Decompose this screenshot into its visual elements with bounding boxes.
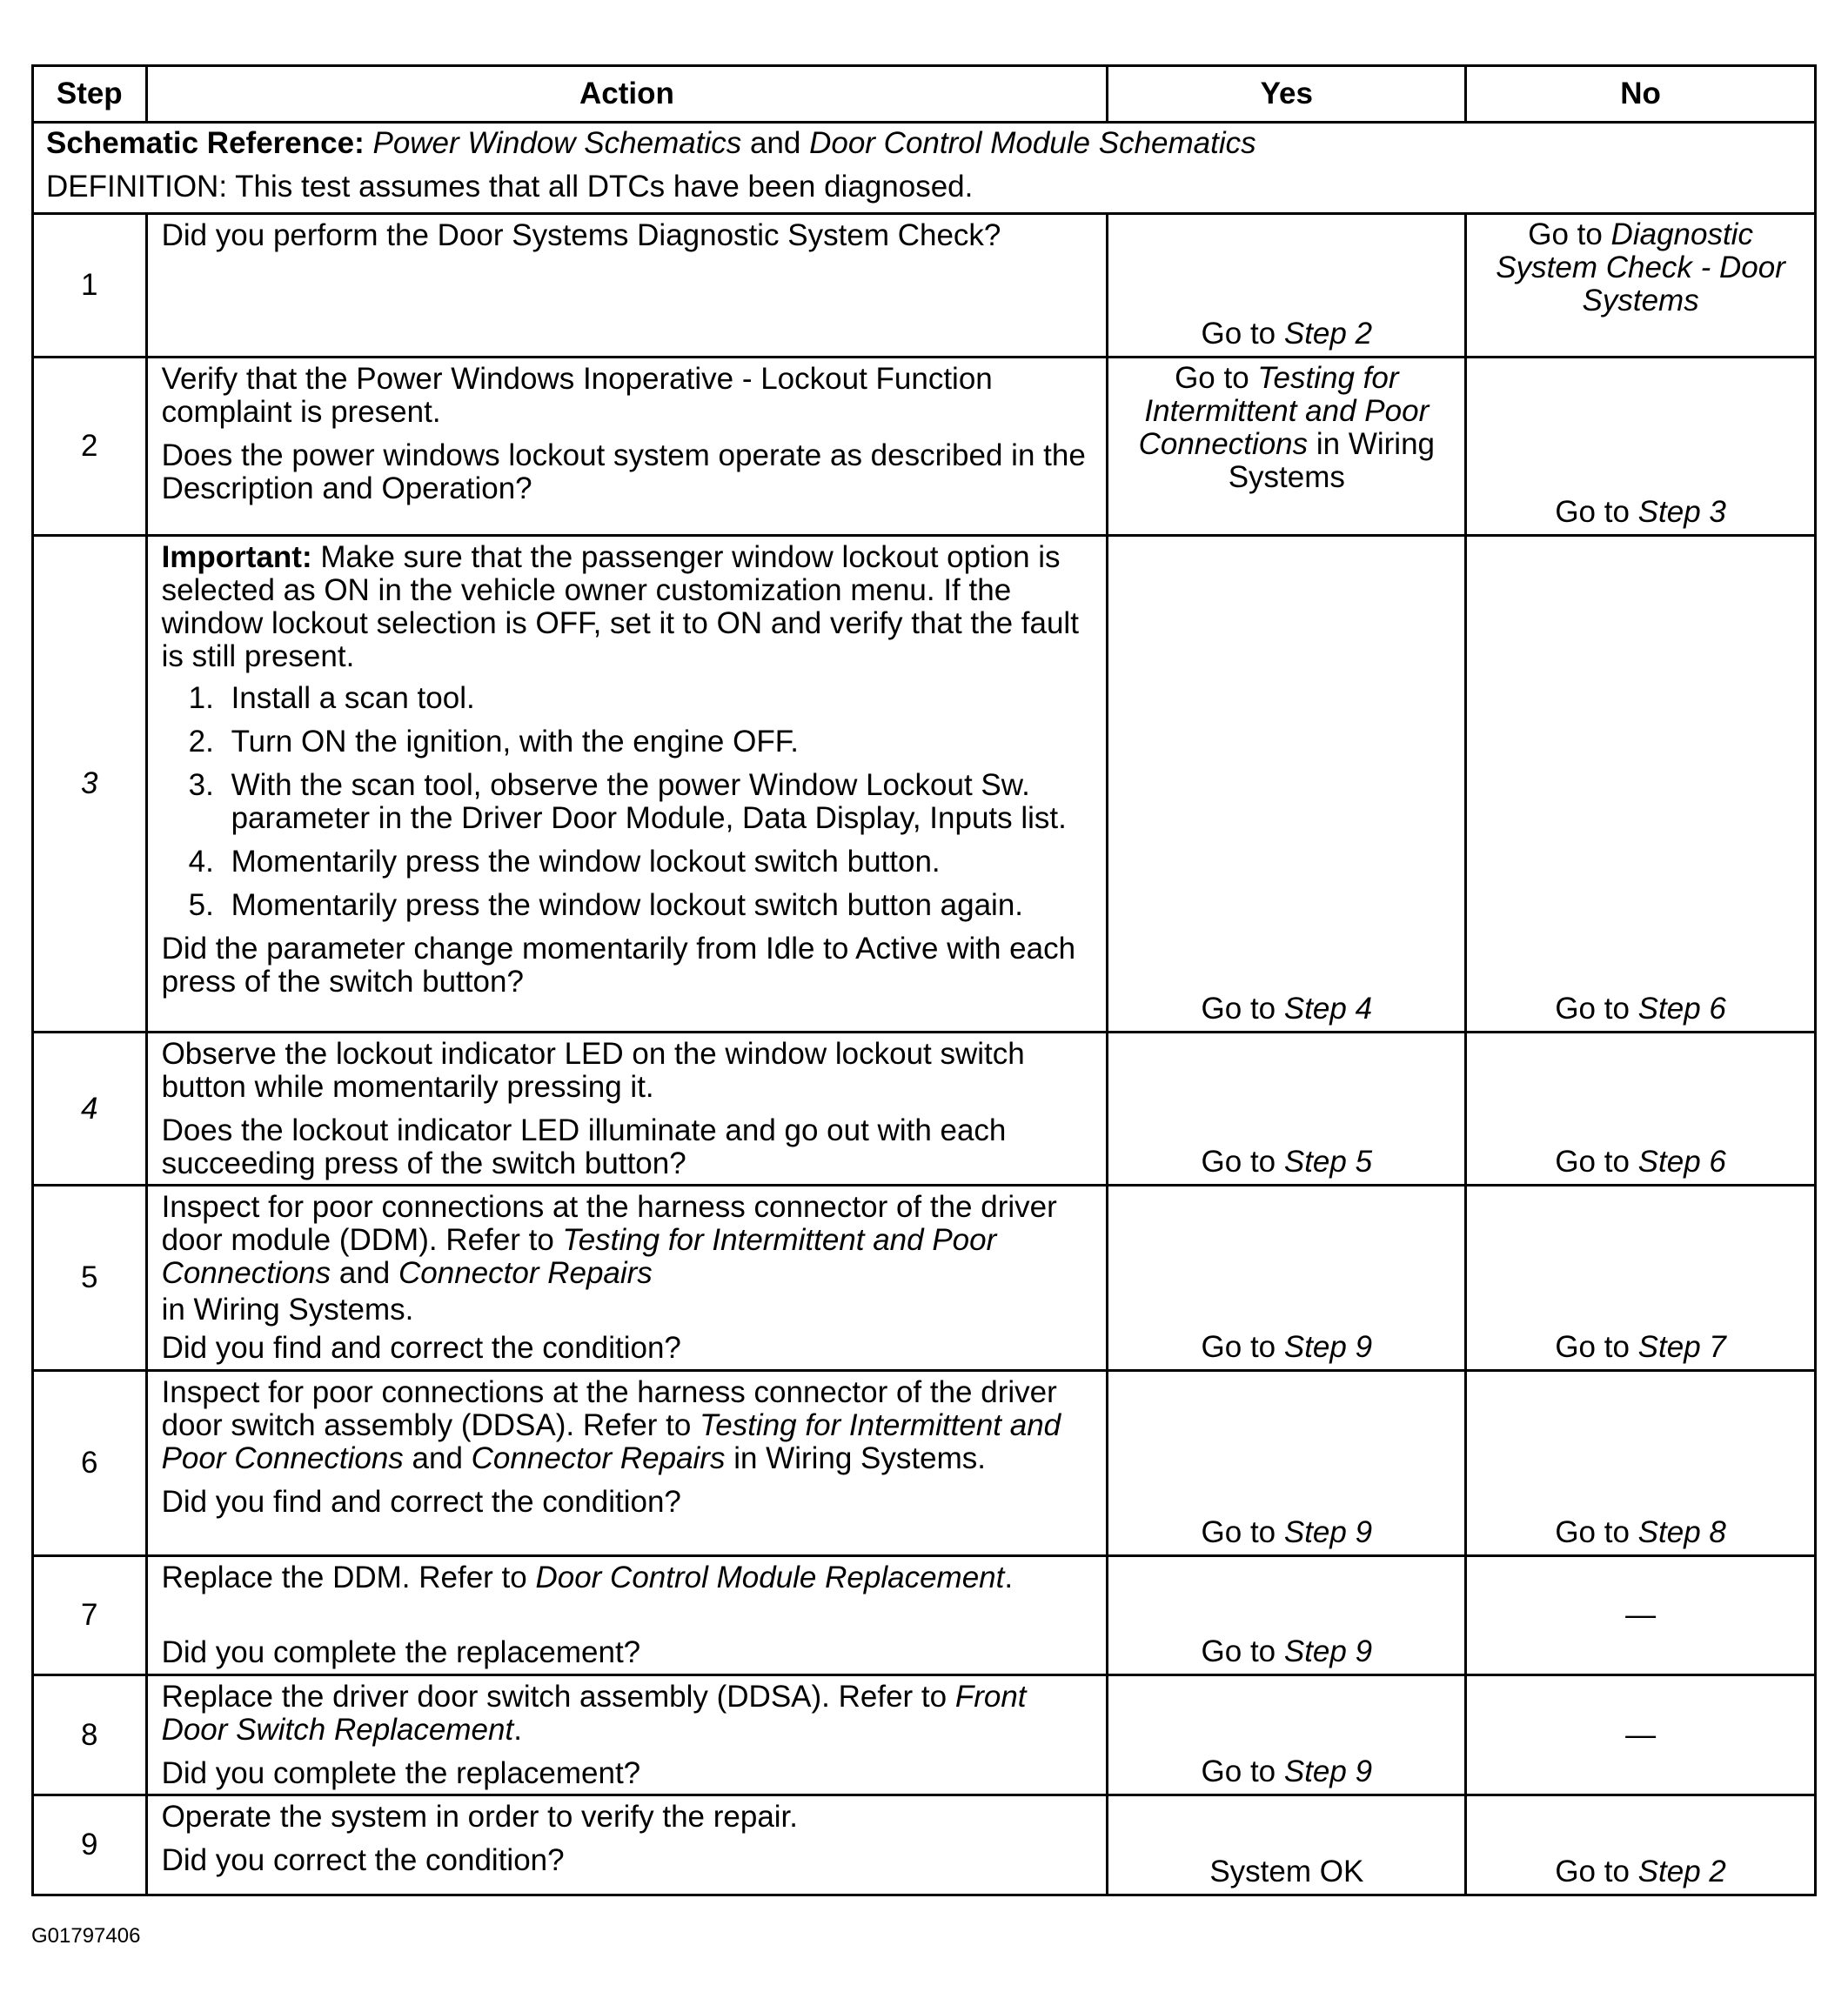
no-prefix: Go to [1555,495,1638,529]
action-cell [146,1795,1108,1895]
action-cell [146,1556,1108,1675]
yes-prefix: Go to [1201,317,1284,351]
diagnostic-table-container [31,64,1817,1896]
step-number: 1 [33,214,147,358]
schematic-reference-line [46,127,1802,160]
yes-cell [1108,214,1466,358]
reference-and: and [749,126,801,160]
testing-intermittent-link[interactable]: Testing for Intermittent and Poor Connections [161,1223,997,1290]
step-number [33,536,147,1033]
no-result [1467,1855,1814,1888]
yes-prefix: Go to [1201,1755,1284,1788]
step-number: 2 [33,358,147,536]
definition-text: DEFINITION: This test assumes that all DTCs have been diagnosed. [46,170,974,204]
yes-result [1108,358,1464,494]
power-window-schematics-link[interactable]: Power Window Schematics [372,126,742,160]
no-prefix: Go to [1555,992,1638,1026]
table-row [33,536,1816,1033]
yes-prefix: Go to [1201,1634,1284,1668]
no-prefix: Go to [1555,1330,1638,1364]
action-instruction [162,1561,1093,1594]
yes-result [1108,993,1464,1026]
door-control-module-replacement-link[interactable]: Door Control Module Replacement [535,1561,1005,1594]
yes-cell [1108,1675,1466,1795]
no-result [1467,215,1814,318]
no-result-dash: — [1625,1717,1657,1752]
action-question: Did you complete the replacement? [161,1756,641,1790]
yes-result [1108,1755,1464,1788]
action-text: and [403,1441,472,1475]
table-row [33,1795,1816,1895]
yes-prefix: Go to [1201,1515,1284,1549]
yes-cell [1108,1371,1466,1556]
diagnostic-table [31,64,1817,1896]
yes-prefix: Go to [1201,992,1284,1026]
action-question: Did you correct the condition? [161,1843,565,1877]
action-text: . [1004,1561,1014,1594]
no-result [1467,1331,1814,1364]
yes-result [1108,1146,1464,1179]
yes-step-link[interactable]: Step 5 [1283,1145,1373,1179]
no-cell [1466,1556,1816,1675]
action-text: . [513,1713,522,1747]
list-item: 1. Install a scan tool. [223,682,1093,715]
no-cell [1466,1186,1816,1371]
action-text: Replace the DDM. Refer to [161,1561,536,1594]
connector-repairs-link[interactable]: Connector Repairs [471,1441,726,1475]
yes-cell [1108,1186,1466,1371]
action-question: Did the parameter change momentarily from Idle to Active with each press of the switch button? [161,932,1076,999]
no-prefix: Go to [1528,217,1611,251]
yes-suffix: in Wiring Systems [1228,427,1436,494]
yes-prefix: Go to [1201,1145,1284,1179]
step-number-text: 4 [81,1091,98,1126]
yes-step-link[interactable]: Step 9 [1283,1634,1373,1668]
action-question: Does the lockout indicator LED illuminate and go out with each succeeding press of the switch button? [161,1113,1007,1180]
action-cell [146,214,1108,358]
no-step-link[interactable]: Step 8 [1637,1515,1726,1549]
no-step-link[interactable]: Step 6 [1637,1145,1726,1179]
action-text: Inspect for poor connections at the harness connector of the driver door switch assembly (DDSA). Refer to [161,1375,1057,1442]
no-step-link[interactable]: Diagnostic System Check - Door Systems [1496,217,1785,318]
no-result [1467,496,1814,529]
no-prefix: Go to [1555,1855,1638,1888]
table-row [33,1033,1816,1186]
action-instruction [162,1191,1093,1290]
no-cell [1466,536,1816,1033]
step-number: 8 [33,1675,147,1795]
schematic-reference-cell [33,123,1816,214]
yes-cell [1108,358,1466,536]
no-prefix: Go to [1555,1145,1638,1179]
yes-step-link[interactable]: Testing for Intermittent and Poor Connections [1138,361,1430,461]
yes-result: System OK [1209,1855,1364,1888]
action-question: Did you perform the Door Systems Diagnostic System Check? [161,218,1001,252]
action-instruction: Verify that the Power Windows Inoperative - Lockout Function complaint is present. [161,362,993,429]
procedure-list [162,682,1093,922]
yes-prefix: Go to [1201,1330,1284,1364]
yes-cell [1108,1033,1466,1186]
step-number-text: 3 [81,766,98,800]
action-instruction: Operate the system in order to verify the repair. [161,1800,799,1834]
action-cell [146,1033,1108,1186]
yes-prefix: Go to [1175,361,1258,395]
header-step: Step [33,66,147,123]
action-text: and [331,1256,398,1290]
no-step-link[interactable]: Step 2 [1637,1855,1726,1888]
connector-repairs-link[interactable]: Connector Repairs [398,1256,653,1290]
step-number: 7 [33,1556,147,1675]
no-cell [1466,1033,1816,1186]
yes-result [1108,318,1464,351]
table-row [33,1556,1816,1675]
yes-result [1108,1516,1464,1549]
no-result [1467,1516,1814,1549]
action-cell [146,1675,1108,1795]
table-row [33,214,1816,358]
list-item: 3. With the scan tool, observe the power Window Lockout Sw. parameter in the Driver Door Module, Data Display, Inputs list. [223,769,1093,835]
no-result [1467,1146,1814,1179]
important-label: Important: [161,540,312,574]
list-item: 5. Momentarily press the window lockout switch button again. [223,889,1093,922]
no-result-dash: — [1625,1598,1657,1632]
action-text: in Wiring Systems. [725,1441,986,1475]
action-instruction [162,1681,1093,1747]
front-door-switch-replacement-link[interactable]: Front Door Switch Replacement [161,1680,1027,1747]
yes-result [1108,1635,1464,1668]
action-text: Replace the driver door switch assembly (DDSA). Refer to [161,1680,955,1714]
action-question: Did you find and correct the condition? [161,1331,681,1365]
important-note [162,541,1093,673]
table-row [33,1186,1816,1371]
no-cell [1466,1675,1816,1795]
step-number [33,1033,147,1186]
yes-step-link[interactable]: Step 9 [1283,1330,1373,1364]
no-cell [1466,1795,1816,1895]
yes-step-link[interactable]: Step 2 [1283,317,1373,351]
no-step-link[interactable]: Step 7 [1637,1330,1726,1364]
action-question: Does the power windows lockout system operate as described in the Description and Operation? [161,438,1086,505]
no-cell [1466,1371,1816,1556]
no-cell [1466,358,1816,536]
no-step-link[interactable]: Step 3 [1637,495,1726,529]
action-cell [146,1186,1108,1371]
yes-cell [1108,1795,1466,1895]
yes-result [1108,1331,1464,1364]
table-row [33,358,1816,536]
header-yes: Yes [1108,66,1466,123]
header-no: No [1466,66,1816,123]
testing-intermittent-link[interactable]: Testing for Intermittent and Poor Connections [161,1408,1061,1475]
door-control-module-schematics-link[interactable]: Door Control Module Schematics [809,126,1256,160]
action-question: Did you find and correct the condition? [161,1485,681,1519]
yes-step-link[interactable]: Step 9 [1283,1755,1373,1788]
figure-id: G01797406 [31,1924,141,1948]
no-prefix: Go to [1555,1515,1638,1549]
yes-step-link[interactable]: Step 9 [1283,1515,1373,1549]
no-cell [1466,214,1816,358]
yes-step-link[interactable]: Step 4 [1283,992,1373,1026]
list-item: 4. Momentarily press the window lockout switch button. [223,846,1093,879]
step-number: 5 [33,1186,147,1371]
important-text: Make sure that the passenger window lockout option is selected as ON in the vehicle owner customization menu. If the window lockout selection is OFF, set it to ON and verify that the fault is still present. [161,540,1079,673]
action-cell [146,536,1108,1033]
action-instruction: Observe the lockout indicator LED on the window lockout switch button while momentarily pressing it. [161,1037,1025,1104]
action-cell [146,1371,1108,1556]
table-row [33,1371,1816,1556]
schematic-reference-label: Schematic Reference: [46,126,365,160]
action-text: Inspect for poor connections at the harness connector of the driver door module (DDM). Refer to [161,1190,1057,1257]
action-question: Did you complete the replacement? [161,1635,641,1669]
action-cell [146,358,1108,536]
step-number: 9 [33,1795,147,1895]
list-item: 2. Turn ON the ignition, with the engine OFF. [223,725,1093,759]
step-number: 6 [33,1371,147,1556]
no-result [1467,993,1814,1026]
action-instruction [162,1376,1093,1475]
action-text: in Wiring Systems. [161,1293,414,1327]
yes-cell [1108,536,1466,1033]
no-step-link[interactable]: Step 6 [1637,992,1726,1026]
yes-cell [1108,1556,1466,1675]
table-header-row [33,66,1816,123]
header-action: Action [146,66,1108,123]
table-row [33,1675,1816,1795]
schematic-reference-row [33,123,1816,214]
